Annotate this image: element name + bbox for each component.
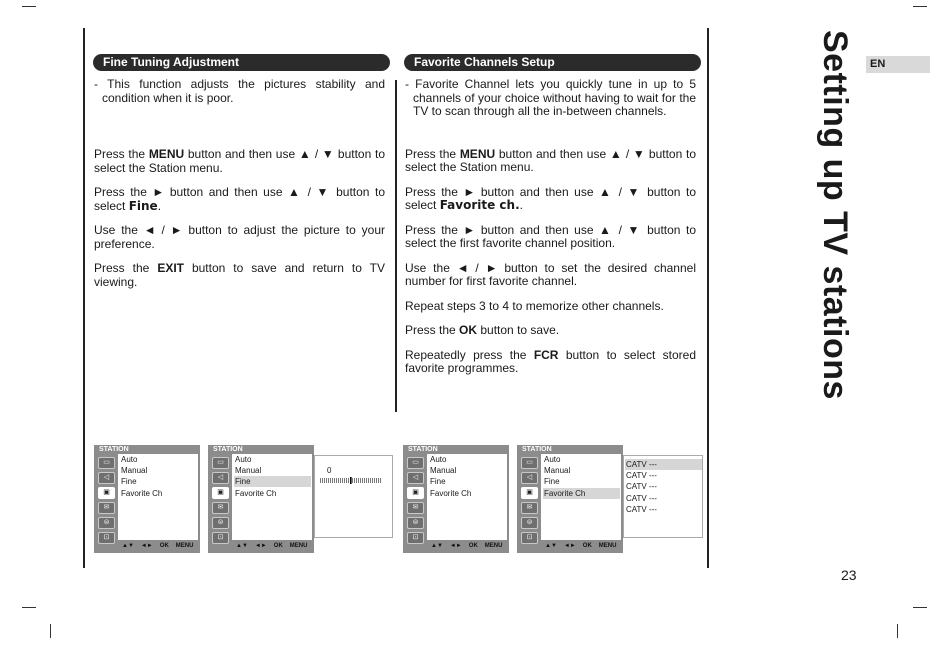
fine-tick <box>334 478 335 483</box>
fine-tick <box>342 478 343 483</box>
fine-step-4: Press the EXIT button to save and return to TV viewing. <box>94 261 385 289</box>
station-icon: ▣ <box>407 487 424 499</box>
osd-item-auto: Auto <box>235 455 252 464</box>
fine-tick <box>330 478 331 483</box>
fine-tick <box>326 478 327 483</box>
fine-step-2: Press the ► button and then use ▲ / ▼ button to select Fine. <box>94 185 385 213</box>
fav-step-7: Repeatedly press the FCR button to select stored favorite programmes. <box>405 347 696 375</box>
osd-item-favorite: Favorite Ch <box>235 489 277 498</box>
special-icon: ⊜ <box>98 517 115 529</box>
picture-icon: ▭ <box>98 457 115 469</box>
osd-item-favorite: Favorite Ch <box>430 489 472 498</box>
sound-icon: ◁ <box>521 472 538 484</box>
station-icon: ▣ <box>98 487 115 499</box>
crop-mark <box>50 624 51 638</box>
osd-item-list <box>118 454 198 540</box>
osd-item-fine: Fine <box>544 477 560 486</box>
fine-tuning-text <box>94 78 385 300</box>
crop-mark <box>913 607 927 608</box>
osd-item-manual: Manual <box>235 466 262 475</box>
fine-tick <box>372 478 373 483</box>
fine-tick <box>370 478 371 483</box>
osd-item-list <box>541 454 621 540</box>
osd-station-menu-2 <box>403 445 509 553</box>
fine-tick <box>324 478 325 483</box>
special-icon: ⊜ <box>521 517 538 529</box>
osd-station-menu <box>94 445 200 553</box>
lock-icon: ⊡ <box>407 532 424 544</box>
timer-icon: ✉ <box>212 502 229 514</box>
page-title: Setting up TV stations <box>816 30 854 400</box>
page-number: 23 <box>841 567 857 583</box>
osd-item-favorite: Favorite Ch <box>121 489 163 498</box>
osd-icon-column <box>405 455 427 543</box>
osd-title: STATION <box>99 446 129 453</box>
picture-icon: ▭ <box>407 457 424 469</box>
fine-step-3: Use the ◄ / ► button to adjust the picture to your preference. <box>94 223 385 251</box>
lock-icon: ⊡ <box>212 532 229 544</box>
osd-item-favorite: Favorite Ch <box>543 488 620 499</box>
favorite-channels-text <box>405 78 696 387</box>
osd-icon-column <box>519 455 541 543</box>
osd-icon-column <box>96 455 118 543</box>
left-margin-rule <box>83 28 85 568</box>
timer-icon: ✉ <box>407 502 424 514</box>
station-icon: ▣ <box>212 487 229 499</box>
fine-adjust-panel <box>314 455 393 538</box>
fine-tick <box>378 478 379 483</box>
fine-tick <box>344 478 345 483</box>
sound-icon: ◁ <box>98 472 115 484</box>
section-header-favorite-channels: Favorite Channels Setup <box>404 54 701 71</box>
osd-item-auto: Auto <box>121 455 138 464</box>
station-icon: ▣ <box>521 487 538 499</box>
special-icon: ⊜ <box>212 517 229 529</box>
fav-step-3: Press the ► button and then use ▲ / ▼ button to select the first favorite channel position. <box>405 222 696 250</box>
osd-item-auto: Auto <box>430 455 447 464</box>
favorite-channel-slot[interactable]: CATV --- <box>625 459 702 470</box>
fine-tick <box>336 478 337 483</box>
column-divider-rule <box>395 80 397 412</box>
fine-step-1: Press the MENU button and then use ▲ / ▼ button to select the Station menu. <box>94 147 385 175</box>
fine-tick <box>346 478 347 483</box>
osd-item-fine: Fine <box>121 477 137 486</box>
fine-tick <box>380 478 381 483</box>
fav-step-6: Press the OK button to save. <box>405 323 560 337</box>
osd-title: STATION <box>522 446 552 453</box>
osd-item-fine: Fine <box>234 476 311 487</box>
osd-fine-menu <box>208 445 314 553</box>
fine-tick <box>368 478 369 483</box>
osd-favorite-menu <box>517 445 623 553</box>
osd-item-fine: Fine <box>430 477 446 486</box>
sound-icon: ◁ <box>407 472 424 484</box>
fav-step-1: Press the MENU button and then use ▲ / ▼ button to select the Station menu. <box>405 146 696 174</box>
fine-tick <box>374 478 375 483</box>
fine-tick <box>322 478 323 483</box>
fine-tick <box>340 478 341 483</box>
lock-icon: ⊡ <box>521 532 538 544</box>
picture-icon: ▭ <box>521 457 538 469</box>
osd-title: STATION <box>213 446 243 453</box>
fine-tick <box>320 478 321 483</box>
fav-step-5: Repeat steps 3 to 4 to memorize other channels. <box>405 298 664 313</box>
crop-mark <box>897 624 898 638</box>
picture-icon: ▭ <box>212 457 229 469</box>
favorite-channel-list <box>623 455 703 538</box>
osd-item-manual: Manual <box>430 466 457 475</box>
sound-icon: ◁ <box>212 472 229 484</box>
fav-step-4: Use the ◄ / ► button to set the desired channel number for first favorite channel. <box>405 260 696 288</box>
fine-level-marker <box>350 477 352 484</box>
fine-tuning-bar[interactable] <box>320 477 382 484</box>
fine-tick <box>364 478 365 483</box>
favorite-channel-slot[interactable]: CATV --- <box>626 482 657 491</box>
section-header-fine-tuning: Fine Tuning Adjustment <box>93 54 390 71</box>
fine-tick <box>328 478 329 483</box>
osd-footer: ▲▼ ◄► OK MENU <box>545 543 617 549</box>
fine-tick <box>348 478 349 483</box>
favorite-channel-slot[interactable]: CATV --- <box>626 471 657 480</box>
fine-tick <box>366 478 367 483</box>
fine-tick <box>360 478 361 483</box>
lock-icon: ⊡ <box>98 532 115 544</box>
osd-item-auto: Auto <box>544 455 561 464</box>
fine-tick <box>362 478 363 483</box>
osd-icon-column <box>210 455 232 543</box>
fine-tick <box>354 478 355 483</box>
fine-tick <box>358 478 359 483</box>
fine-tick <box>356 478 357 483</box>
crop-mark <box>913 6 927 7</box>
osd-item-manual: Manual <box>121 466 148 475</box>
osd-footer: ▲▼ ◄► OK MENU <box>122 543 194 549</box>
timer-icon: ✉ <box>521 502 538 514</box>
crop-mark <box>22 6 36 7</box>
fine-tick <box>338 478 339 483</box>
osd-item-list <box>427 454 507 540</box>
fine-tuning-intro: - This function adjusts the pictures stability and condition when it is poor. <box>94 77 385 105</box>
osd-item-list <box>232 454 312 540</box>
special-icon: ⊜ <box>407 517 424 529</box>
osd-title: STATION <box>408 446 438 453</box>
fine-value: 0 <box>327 466 332 475</box>
favorite-intro: - Favorite Channel lets you quickly tune in up to 5 channels of your choice without having to wait for the TV to scan through all the in-between channels. <box>405 77 696 118</box>
fav-step-2: Press the ► button and then use ▲ / ▼ button to select Favorite ch.. <box>405 184 696 212</box>
fine-tick <box>332 478 333 483</box>
fine-tick <box>376 478 377 483</box>
timer-icon: ✉ <box>98 502 115 514</box>
favorite-channel-slot[interactable]: CATV --- <box>626 494 657 503</box>
favorite-channel-slot[interactable]: CATV --- <box>626 505 657 514</box>
osd-footer: ▲▼ ◄► OK MENU <box>431 543 503 549</box>
osd-footer: ▲▼ ◄► OK MENU <box>236 543 308 549</box>
fine-tick <box>352 478 353 483</box>
osd-item-manual: Manual <box>544 466 571 475</box>
right-margin-rule <box>707 28 709 568</box>
language-tab: EN <box>866 56 930 73</box>
crop-mark <box>22 607 36 608</box>
